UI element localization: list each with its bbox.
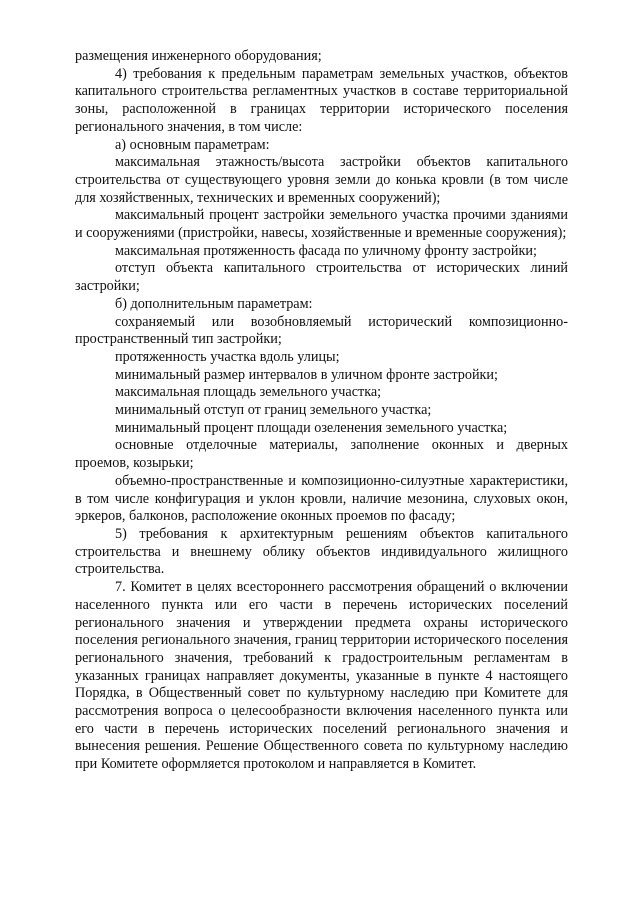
paragraph-max-building-percent: максимальный процент застройки земельного участка прочими зданиями и сооружениями (пристройки, навесы, хозяйственные и временные сооружения); [75,207,568,242]
paragraph-item-5: 5) требования к архитектурным решениям объектов капитального строительства и внешнему облику объектов индивидуального жилищного строительства. [75,525,568,578]
paragraph-min-setback: минимальный отступ от границ земельного участка; [115,402,432,419]
paragraph-composition-type: сохраняемый или возобновляемый исторический композиционно-пространственный тип застройки; [75,313,568,348]
paragraph-extra-params-heading: б) дополнительным параметрам: [115,295,313,312]
paragraph-max-plot-area: максимальная площадь земельного участка; [115,384,382,401]
paragraph-volumetric-characteristics: объемно-пространственные и композиционно-силуэтные характеристики, в том числе конфигурация и уклон кровли, наличие мезонина, слуховых окон, эркеров, балконов, расположение оконных проемов по фасаду; [75,472,568,525]
paragraph-item-4: 4) требования к предельным параметрам земельных участков, объектов капитального строительства регламентных участков в составе территориальной зоны, расположенной в границах территории исторического поселения регионального значения, в том числе: [75,65,568,135]
paragraph-min-interval: минимальный размер интервалов в уличном фронте застройки; [115,366,498,383]
paragraph-min-greening: минимальный процент площади озеленения земельного участка; [115,419,508,436]
paragraph-plot-length: протяженность участка вдоль улицы; [115,348,340,365]
paragraph-finishing-materials: основные отделочные материалы, заполнение оконных и дверных проемов, козырьки; [75,437,568,472]
document-body [75,48,568,774]
paragraph-continuation: размещения инженерного оборудования; [75,48,322,64]
paragraph-setback-historic: отступ объекта капитального строительства от исторических линий застройки; [75,260,568,295]
paragraph-facade-length: максимальная протяженность фасада по уличному фронту застройки; [115,242,537,259]
paragraph-max-height: максимальная этажность/высота застройки объектов капитального строительства от существующего уровня земли до конька кровли (в том числе для хозяйственных, технических и временных сооружений); [75,154,568,206]
paragraph-main-params-heading: а) основным параметрам: [115,136,270,153]
paragraph-item-7: 7. Комитет в целях всестороннего рассмотрения обращений о включении населенного пункта или его части в перечень исторических поселений регионального значения и утверждении предмета охраны исторического поселения регионального значения, границ территории исторического поселения регионального значения, требований к градостроительным регламентам в указанных границах направляет документы, указанные в пункте 4 настоящего Порядка, в Общественный совет по культурному наследию при Комитете для рассмотрения вопроса о целесообразности включения населенного пункта или его части в перечень исторических поселений регионального значения и вынесения решения. Решение Общественного совета по культурному наследию при Комитете оформляется протоколом и направляется в Комитет. [75,579,568,773]
